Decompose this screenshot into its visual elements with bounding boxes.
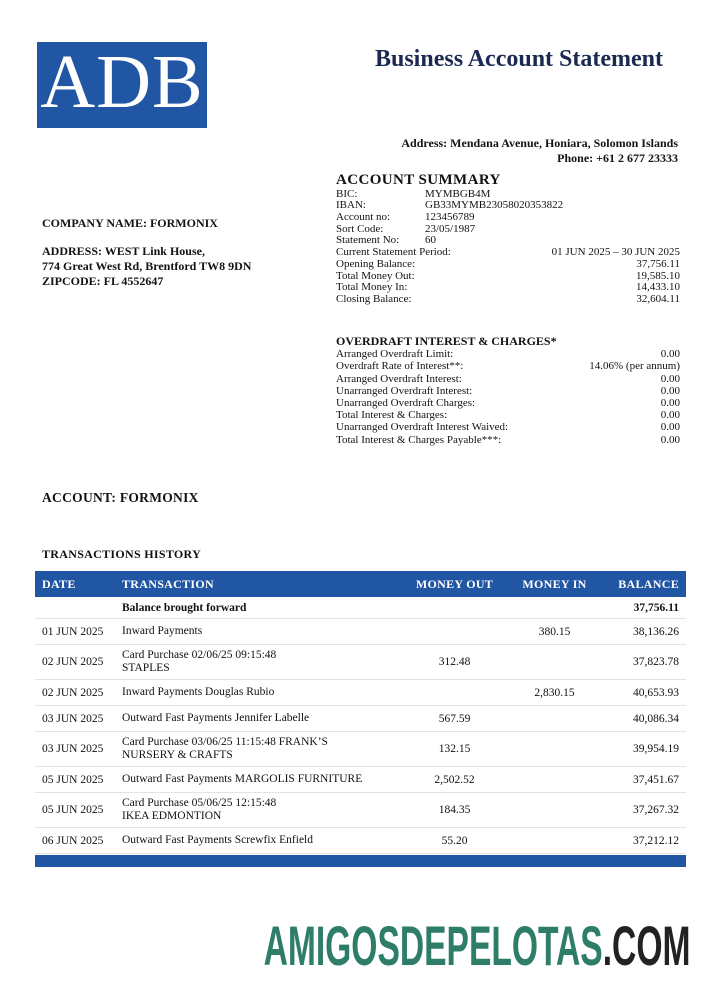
transaction-date: 03 JUN 2025 xyxy=(42,743,104,755)
summary-row-value: 32,604.11 xyxy=(636,292,680,305)
summary-row-label: Total Money In: xyxy=(336,281,408,294)
transaction-description-line: IKEA EDMONTION xyxy=(122,810,222,822)
transaction-balance: 37,451.67 xyxy=(633,773,679,786)
transaction-description-line: Card Purchase 03/06/25 11:15:48 FRANK’S xyxy=(122,736,328,748)
column-header-money-in: MONEY IN xyxy=(522,576,587,591)
transaction-description xyxy=(122,736,402,762)
transaction-row xyxy=(35,793,686,828)
transaction-description xyxy=(122,834,402,847)
transaction-description-line: Card Purchase 05/06/25 12:15:48 xyxy=(122,797,277,809)
overdraft-row-value: 0.00 xyxy=(660,409,680,422)
transaction-description xyxy=(122,773,402,786)
transaction-money-out: 55.20 xyxy=(441,834,468,847)
transactions-table-header xyxy=(35,571,686,597)
bank-address-line: Address: Mendana Avenue, Honiara, Solomon Islands xyxy=(401,136,678,150)
overdraft-row-label: Total Interest & Charges: xyxy=(336,409,448,422)
summary-row xyxy=(336,294,680,306)
transaction-date: 05 JUN 2025 xyxy=(42,804,104,816)
transaction-row xyxy=(35,680,686,706)
balance-brought-forward-row xyxy=(35,597,686,619)
transaction-balance: 37,823.78 xyxy=(633,656,679,668)
summary-row-value: 14,433.10 xyxy=(636,281,680,294)
overdraft-row-label: Unarranged Overdraft Interest: xyxy=(336,384,473,397)
footer-brand-primary: AMIGOSDEPELOTAS xyxy=(263,914,603,977)
opening-row-balance: 37,756.11 xyxy=(633,601,679,614)
overdraft-row-value: 0.00 xyxy=(660,396,680,409)
transaction-description-line: Inward Payments Douglas Rubio xyxy=(122,686,275,698)
column-header-money-out: MONEY OUT xyxy=(415,576,494,591)
company-info-block xyxy=(42,216,251,289)
overdraft-row xyxy=(336,409,680,421)
transaction-money-out: 132.15 xyxy=(438,743,471,755)
transaction-balance: 39,954.19 xyxy=(633,743,679,755)
summary-row xyxy=(336,212,680,224)
transactions-history-heading: TRANSACTIONS HISTORY xyxy=(42,547,202,561)
overdraft-row-label: Arranged Overdraft Interest: xyxy=(336,372,462,385)
transaction-description-line: Outward Fast Payments Jennifer Labelle xyxy=(122,712,310,724)
summary-row-value: 60 xyxy=(425,234,436,247)
summary-row-value: GB33MYMB23058020353822 xyxy=(425,199,564,212)
company-name-line: COMPANY NAME: FORMONIX xyxy=(42,216,218,230)
transactions-body xyxy=(35,619,686,854)
transaction-money-in: 2,830.15 xyxy=(534,686,575,699)
transaction-row xyxy=(35,619,686,645)
transaction-description xyxy=(122,625,402,638)
transaction-date: 03 JUN 2025 xyxy=(42,712,104,725)
transactions-table xyxy=(35,571,686,867)
bank-logo-text: ADB xyxy=(40,40,204,124)
column-header-transaction: TRANSACTION xyxy=(122,576,214,591)
summary-row-label: BIC: xyxy=(336,187,358,200)
summary-row-value: 19,585.10 xyxy=(636,269,680,282)
transaction-date: 01 JUN 2025 xyxy=(42,625,104,638)
summary-row-value: MYMBGB4M xyxy=(425,187,491,200)
summary-row-value: 37,756.11 xyxy=(636,257,680,270)
transaction-balance: 37,212.12 xyxy=(633,834,679,847)
overdraft-row-label: Total Interest & Charges Payable***: xyxy=(336,433,502,446)
account-summary-heading: ACCOUNT SUMMARY xyxy=(336,172,501,188)
overdraft-row-label: Unarranged Overdraft Charges: xyxy=(336,396,476,409)
overdraft-row-label: Unarranged Overdraft Interest Waived: xyxy=(336,421,509,434)
company-zipcode-line: ZIPCODE: FL 4552647 xyxy=(42,274,164,288)
overdraft-row-value: 14.06% (per annum) xyxy=(589,360,680,373)
overdraft-row-value: 0.00 xyxy=(660,372,680,385)
summary-row xyxy=(336,259,680,271)
summary-row-label: Statement No: xyxy=(336,234,400,247)
table-bottom-bar xyxy=(35,855,686,867)
transaction-date: 02 JUN 2025 xyxy=(42,656,104,668)
summary-row-label: Sort Code: xyxy=(336,222,384,235)
transaction-date: 05 JUN 2025 xyxy=(42,773,104,786)
transaction-money-out: 2,502.52 xyxy=(434,773,475,786)
overdraft-row-label: Arranged Overdraft Limit: xyxy=(336,348,454,361)
transaction-money-out: 312.48 xyxy=(438,656,471,668)
transaction-description xyxy=(122,797,402,823)
overdraft-row xyxy=(336,434,680,446)
overdraft-row xyxy=(336,421,680,433)
transaction-description xyxy=(122,649,402,675)
transaction-description-line: Inward Payments xyxy=(122,625,203,637)
account-name-heading: ACCOUNT: FORMONIX xyxy=(42,490,199,505)
spacer xyxy=(42,231,251,244)
overdraft-heading: OVERDRAFT INTEREST & CHARGES* xyxy=(336,334,557,348)
bank-logo xyxy=(37,42,207,128)
overdraft-row xyxy=(336,385,680,397)
transaction-date: 06 JUN 2025 xyxy=(42,834,104,847)
transaction-description xyxy=(122,712,402,725)
overdraft-row xyxy=(336,373,680,385)
transaction-row xyxy=(35,732,686,767)
overdraft-row-value: 0.00 xyxy=(660,433,680,446)
transaction-balance: 37,267.32 xyxy=(633,804,679,816)
summary-row-label: IBAN: xyxy=(336,199,366,212)
transaction-description-line: Outward Fast Payments MARGOLIS FURNITURE xyxy=(122,773,363,785)
transaction-money-out: 567.59 xyxy=(438,712,471,725)
transaction-balance: 40,086.34 xyxy=(633,712,679,725)
column-header-date: DATE xyxy=(42,576,76,591)
footer-brand-suffix: .COM xyxy=(602,914,690,977)
column-header-balance: BALANCE xyxy=(618,576,679,591)
bank-contact-block xyxy=(401,136,678,166)
transaction-balance: 38,136.26 xyxy=(633,625,679,638)
transaction-row xyxy=(35,828,686,854)
summary-row-label: Opening Balance: xyxy=(336,257,416,270)
transaction-description xyxy=(122,686,402,699)
opening-row-label: Balance brought forward xyxy=(122,601,247,614)
transaction-date: 02 JUN 2025 xyxy=(42,686,104,699)
overdraft-section xyxy=(336,335,680,446)
document-title: Business Account Statement xyxy=(374,46,663,72)
summary-row-value: 23/05/1987 xyxy=(425,222,476,235)
overdraft-row xyxy=(336,348,680,360)
summary-row-label: Total Money Out: xyxy=(336,269,415,282)
summary-row-value: 123456789 xyxy=(425,211,475,224)
summary-row-label: Closing Balance: xyxy=(336,292,412,305)
transaction-description-line: Card Purchase 02/06/25 09:15:48 xyxy=(122,649,277,661)
overdraft-row-value: 0.00 xyxy=(660,421,680,434)
company-address-line-2: 774 Great West Rd, Brentford TW8 9DN xyxy=(42,259,252,273)
account-summary-rows xyxy=(336,189,680,306)
overdraft-row-label: Overdraft Rate of Interest**: xyxy=(336,360,464,373)
summary-row-label: Current Statement Period: xyxy=(336,246,451,259)
transaction-description-line: Outward Fast Payments Screwfix Enfield xyxy=(122,834,313,846)
transaction-balance: 40,653.93 xyxy=(633,686,679,699)
overdraft-rows xyxy=(336,348,680,446)
overdraft-row-value: 0.00 xyxy=(660,348,680,361)
transaction-row xyxy=(35,706,686,732)
overdraft-row xyxy=(336,397,680,409)
summary-row-value: 01 JUN 2025 – 30 JUN 2025 xyxy=(551,246,680,259)
transaction-money-in: 380.15 xyxy=(538,625,571,638)
summary-row-label: Account no: xyxy=(336,211,391,224)
transaction-description-line: STAPLES xyxy=(122,662,170,674)
transaction-description-line: NURSERY & CRAFTS xyxy=(122,749,233,761)
footer-watermark xyxy=(263,914,690,977)
company-address-line-1: ADDRESS: WEST Link House, xyxy=(42,244,205,258)
overdraft-row-value: 0.00 xyxy=(660,384,680,397)
transaction-money-out: 184.35 xyxy=(438,804,471,816)
transaction-row xyxy=(35,645,686,680)
overdraft-row xyxy=(336,360,680,372)
bank-phone-line: Phone: +61 2 677 23333 xyxy=(557,151,678,165)
account-summary-section xyxy=(336,172,680,306)
transaction-row xyxy=(35,767,686,793)
